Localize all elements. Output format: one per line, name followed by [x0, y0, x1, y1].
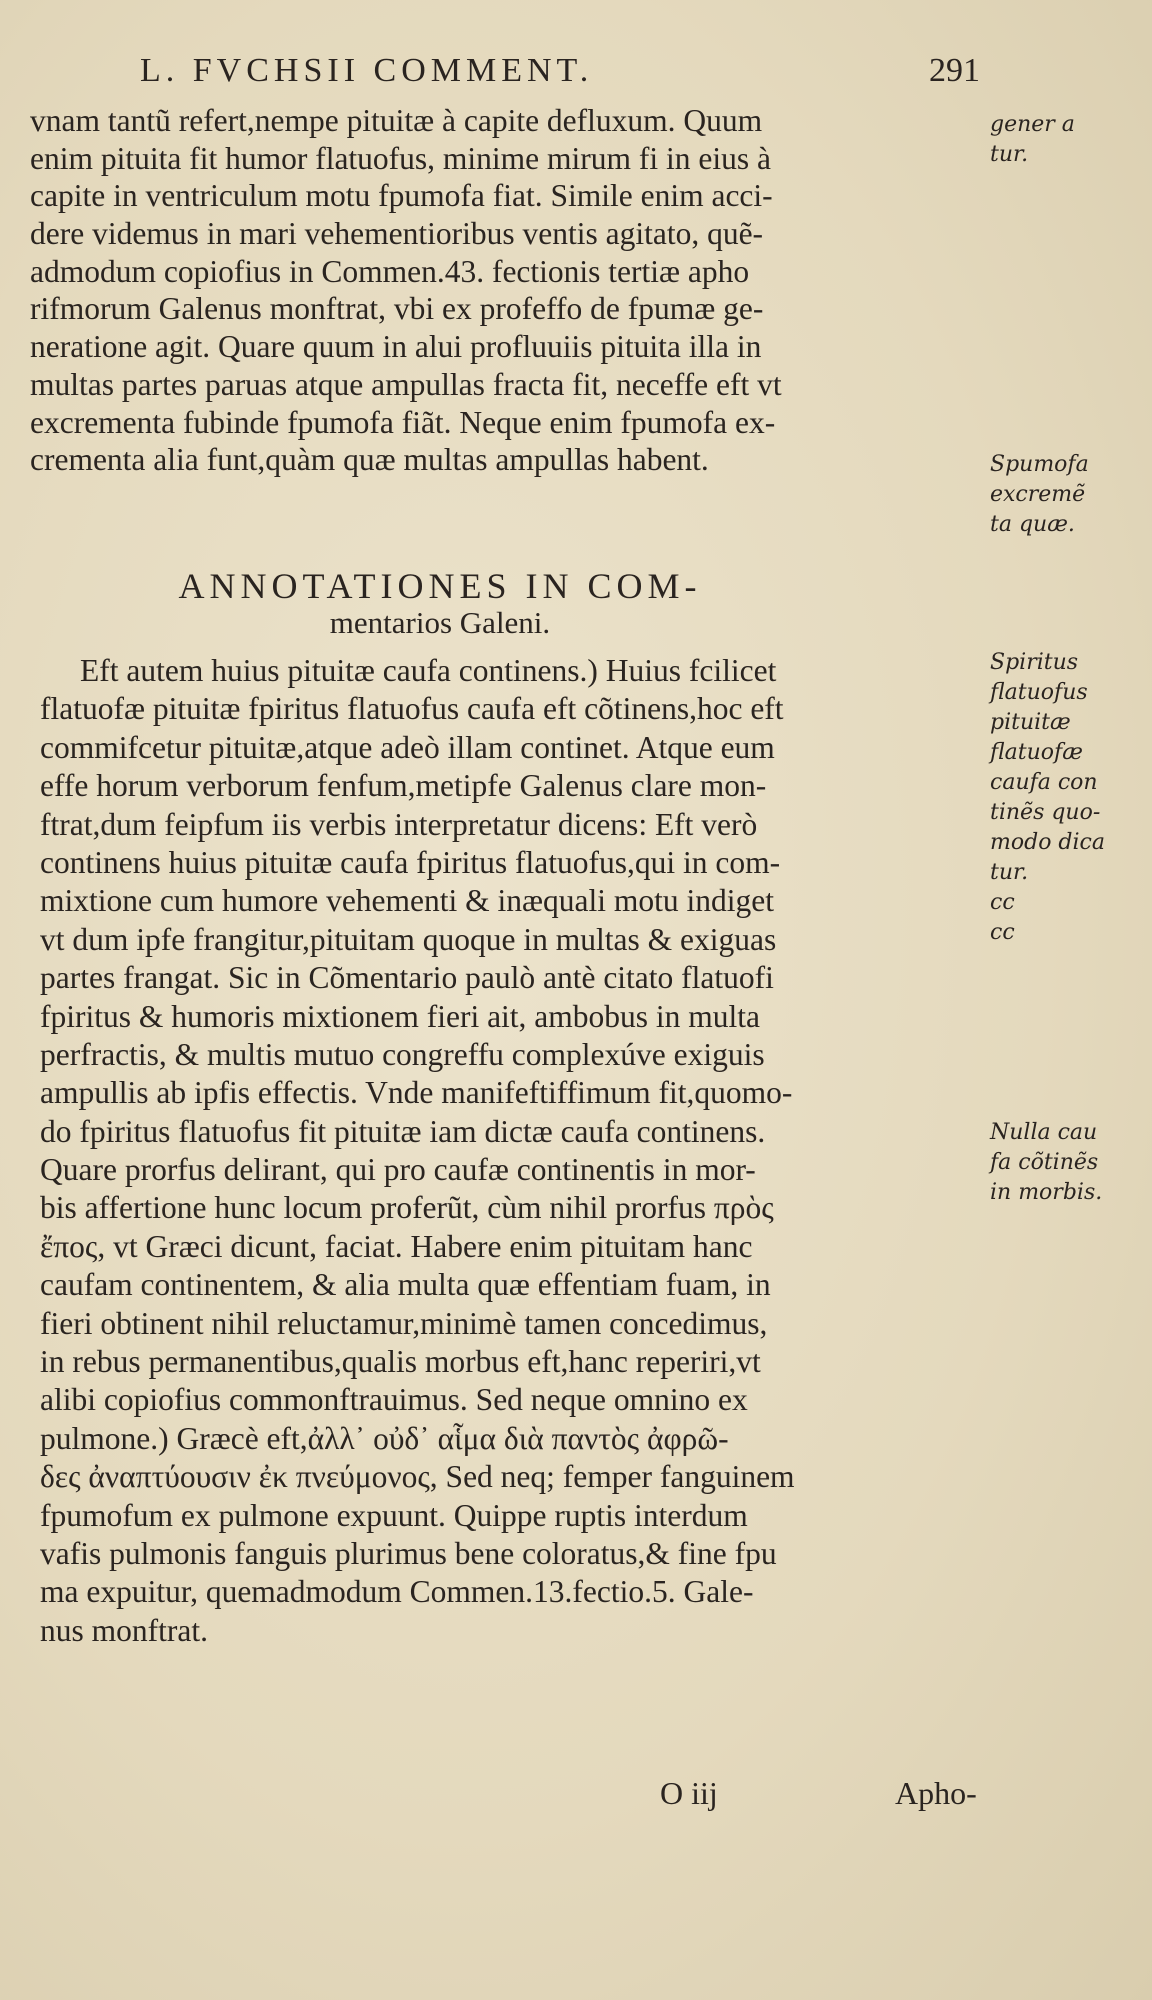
text-line: perfractis, & multis mutuo congreffu complexúve exiguis — [40, 1036, 765, 1072]
text-line: excrementa fubinde fpumofa fiãt. Neque enim fpumofa ex- — [30, 404, 776, 440]
signature-mark: O iij — [660, 1775, 718, 1811]
text-line: alibi copiofius commonftrauimus. Sed neque omnino ex — [40, 1382, 748, 1418]
margin-note-line: ta quæ. — [990, 512, 1075, 537]
text-line: rifmorum Galenus monftrat, vbi ex profeffo de fpumæ ge- — [30, 291, 764, 327]
text-line: continens huius pituitæ caufa fpiritus flatuofus,qui in com- — [40, 844, 781, 880]
text-line: flatuofæ pituitæ fpiritus flatuofus caufa eft cõtinens,hoc eft — [40, 691, 784, 727]
page-number: 291 — [929, 52, 980, 89]
text-line: ma expuitur, quemadmodum Commen.13.fectio.5. Gale- — [40, 1574, 754, 1610]
margin-note-line: tinẽs quo- — [990, 800, 1101, 825]
margin-note-line: Spiritus — [990, 650, 1079, 675]
text-line: neratione agit. Quare quum in alui profluuiis pituita illa in — [30, 329, 762, 365]
page-footer — [0, 1775, 1152, 1825]
margin-note — [990, 110, 1075, 170]
margin-note-line: excremẽ — [990, 482, 1086, 507]
margin-note-line: tur. — [990, 860, 1029, 885]
text-line: enim pituita fit humor flatuofus, minime mirum fi in eius à — [30, 140, 772, 176]
margin-note — [990, 648, 1105, 948]
margin-note-line: caufa con — [990, 770, 1098, 795]
text-line: dere videmus in mari vehementioribus ventis agitato, quẽ- — [30, 216, 764, 252]
margin-note-line: gener a — [990, 112, 1075, 137]
text-line: vnam tantũ refert,nempe pituitæ à capite defluxum. Quum — [30, 103, 763, 138]
commentary-text — [30, 102, 990, 479]
text-line: nus monftrat. — [40, 1612, 208, 1648]
text-line: capite in ventriculum motu fpumofa fiat. Simile enim acci- — [30, 178, 773, 214]
margin-note-line: cc — [990, 920, 1015, 945]
margin-note-line: pituitæ — [990, 710, 1071, 735]
margin-note-line: Spumofa — [990, 452, 1089, 477]
section-subheading: mentarios Galeni. — [329, 605, 551, 640]
text-line: δες ἀναπτύουσιν ἐκ πνεύμονος, Sed neq; femper fanguinem — [40, 1459, 795, 1495]
margin-note-line: fa cõtinẽs — [990, 1150, 1099, 1175]
margin-note-line: modo dica — [990, 830, 1105, 855]
text-line: do fpiritus flatuofus fit pituitæ iam dictæ caufa continens. — [40, 1113, 766, 1149]
annotations-text — [40, 652, 990, 1650]
text-line: mixtione cum humore vehementi & inæquali motu indiget — [40, 883, 775, 919]
margin-note-line: in morbis. — [990, 1180, 1103, 1205]
text-line: commifcetur pituitæ,atque adeò illam continet. Atque eum — [40, 729, 775, 765]
margin-note-line: flatuofus — [990, 680, 1088, 705]
text-line: caufam continentem, & alia multa quæ effentiam fuam, in — [40, 1267, 771, 1303]
text-line: Quare prorfus delirant, qui pro caufæ continentis in mor- — [40, 1152, 756, 1188]
text-line: ftrat,dum feipfum iis verbis interpretatur dicens: Eft verò — [40, 806, 758, 842]
text-line: effe horum verborum fenfum,metipfe Galenus clare mon- — [40, 768, 767, 804]
text-line: crementa alia funt,quàm quæ multas ampullas habent. — [30, 442, 709, 478]
text-line: multas partes paruas atque ampullas fracta fit, neceffe eft vt — [30, 366, 782, 402]
margin-note — [990, 450, 1089, 540]
text-line: ἔπος, vt Græci dicunt, faciat. Habere enim pituitam hanc — [40, 1228, 753, 1264]
text-line: bis affertione hunc locum proferũt, cùm nihil prorfus πρὸς — [40, 1190, 774, 1226]
margin-note-line: Nulla cau — [990, 1120, 1098, 1145]
catchword: Apho- — [895, 1775, 977, 1811]
section-heading: ANNOTATIONES IN COM- — [178, 566, 702, 606]
margin-note-line: flatuofæ — [990, 740, 1083, 765]
running-title: L. FVCHSII COMMENT. — [140, 52, 594, 89]
margin-note — [990, 1118, 1102, 1208]
text-line: fpumofum ex pulmone expuunt. Quippe ruptis interdum — [40, 1497, 748, 1533]
page-header — [140, 52, 1000, 92]
text-line: pulmone.) Græcè eft,ἀλλ᾽ οὐδ᾽ αἷμα διὰ παντὸς ἀφρῶ- — [40, 1420, 729, 1456]
text-line: vafis pulmonis fanguis plurimus bene coloratus,& fine fpu — [40, 1535, 777, 1571]
text-line: vt dum ipfe frangitur,pituitam quoque in multas & exiguas — [40, 921, 777, 957]
text-line: fpiritus & humoris mixtionem fieri ait, ambobus in multa — [40, 998, 761, 1034]
text-line: in rebus permanentibus,qualis morbus eft,hanc reperiri,vt — [40, 1344, 761, 1380]
text-line: fieri obtinent nihil reluctamur,minimè tamen concedimus, — [40, 1305, 768, 1341]
text-line: Eft autem huius pituitæ caufa continens.) Huius fcilicet — [80, 653, 777, 688]
margin-note-line: tur. — [990, 142, 1029, 167]
text-line: partes frangat. Sic in Cõmentario paulò antè citato flatuofi — [40, 960, 774, 996]
text-line: ampullis ab ipfis effectis. Vnde manifeftiffimum fit,quomo- — [40, 1075, 793, 1111]
text-line: admodum copiofius in Commen.43. fectionis tertiæ apho — [30, 253, 750, 289]
margin-note-line: cc — [990, 890, 1015, 915]
